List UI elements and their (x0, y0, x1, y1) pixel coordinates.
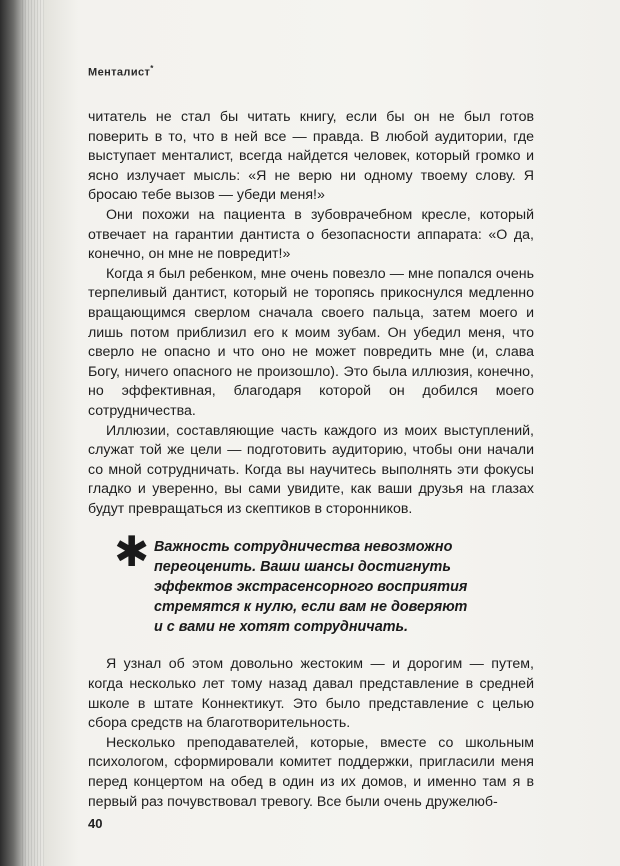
paragraph-3: Когда я был ребенком, мне очень повезло — мне попался очень терпеливый дантист, который не торопясь прикоснулся медленно вращающимся сверлом сначала своего пальца, затем моего и лишь потом приблизил его к моим зубам. Он убедил меня, что сверло не опасно и что оно не может повредить мне (и, слава Богу, ничего опасного не произошло). Это была иллюзия, конечно, но эффективная, благодаря которой он добился моего сотрудничества. (88, 265, 534, 419)
running-header (88, 64, 154, 79)
callout-line: переоценить. Ваши шансы достигнуть (154, 559, 451, 576)
callout-line: Важность сотрудничества невозможно (154, 539, 453, 556)
paragraph-1: читатель не стал бы читать книгу, если бы он не был готов поверить в то, что в ней все — правда. В любой аудитории, где выступает менталист, всегда найдется человек, который громко и ясно излучает мысль: «Я не верю ни одному твоему слову. Я бросаю тебе вызов — убеди меня!» (88, 109, 534, 204)
paragraph-5: Я узнал об этом довольно жестоким — и дорогим — путем, когда несколько лет тому назад давал представление в средней школе в штате Коннектикут. Это было представление с целью сбора средств на благотворительность. (88, 656, 534, 732)
asterisk-icon: ✱ (114, 528, 150, 576)
page-body (88, 108, 534, 812)
callout-line: и с вами не хотят сотрудничать. (154, 619, 409, 636)
callout-line: эффектов экстрасенсорного восприятия (154, 579, 468, 596)
callout-text (154, 537, 467, 637)
callout-box (114, 528, 534, 637)
page-stack-lines (22, 0, 44, 866)
paragraph-2: Они похожи на пациента в зубоврачебном кресле, который отвечает на гарантии дантиста о безопасности аппарата: «О да, конечно, он мне не повредит!» (88, 206, 534, 263)
callout-line: стремятся к нулю, если вам не доверяют (154, 599, 468, 616)
paragraph-4: Иллюзии, составляющие часть каждого из моих выступлений, служат той же цели — подготовить аудиторию, чтобы они начали со мной сотрудничать. Когда вы научитесь выполнять эти фокусы гладко и уверенно, вы сами увидите, как ваши друзья на глазах будут превращаться из скептиков в сторонников. (88, 422, 534, 517)
header-title: Менталист (88, 66, 151, 79)
header-mark: * (150, 64, 154, 73)
page-number: 40 (88, 816, 103, 831)
paragraph-6: Несколько преподавателей, которые, вместе со школьным психологом, сформировали комитет поддержки, пригласили меня перед концертом на обед в один из их домов, и именно там я в первый раз почувствовал тревогу. Все были очень дружелюб- (88, 734, 534, 810)
